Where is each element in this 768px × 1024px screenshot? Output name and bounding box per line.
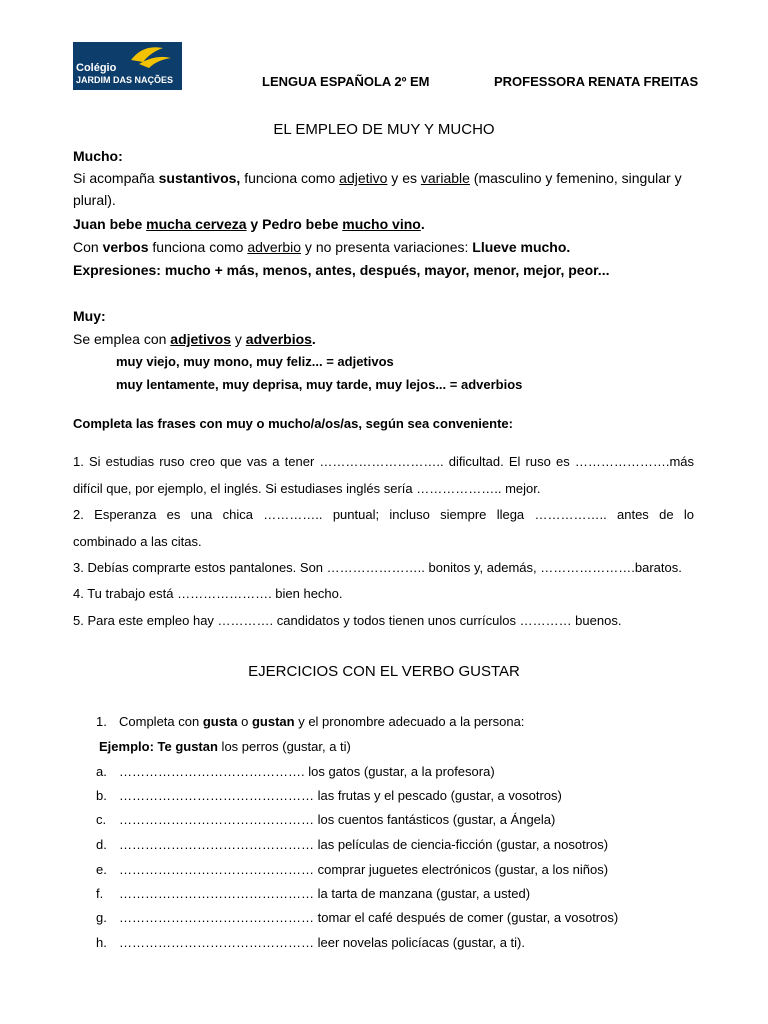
- item-text-f: ……………………………………… la tarta de manzana (gustar, a usted): [119, 886, 531, 901]
- item-letter-h: h.: [96, 935, 107, 950]
- teacher-label: PROFESSORA RENATA FREITAS: [494, 74, 699, 89]
- item-text-d: ……………………………………… las películas de ciencia-ficción (gustar, a nosotros): [119, 837, 609, 852]
- subject-label: LENGUA ESPAÑOLA 2º EM: [262, 74, 430, 89]
- item-text-c: ……………………………………… los cuentos fantásticos (gustar, a Ángela): [119, 812, 556, 827]
- item-text-b: ……………………………………… las frutas y el pescado (gustar, a vosotros): [119, 788, 562, 803]
- sentence-1a: 1. Si estudias ruso creo que vas a tener ……………………….. dificultad. El ruso es ………………….más: [73, 454, 694, 469]
- item-text-h: ……………………………………… leer novelas policíacas (gustar, a ti).: [119, 935, 525, 950]
- item-letter-a: a.: [96, 764, 107, 779]
- item-letter-f: f.: [96, 886, 104, 901]
- gustar-number: 1.: [96, 714, 107, 729]
- mucho-expressions: Expresiones: mucho + más, menos, antes, después, mayor, menor, mejor, peor...: [73, 262, 610, 278]
- sentence-4: 4. Tu trabajo está …………………. bien hecho.: [73, 586, 343, 601]
- sentence-1b: difícil que, por ejemplo, el inglés. Si estudiases inglés sería ……………….. mejor.: [73, 481, 541, 496]
- item-letter-c: c.: [96, 812, 107, 827]
- title-muy-mucho: EL EMPLEO DE MUY Y MUCHO: [273, 121, 495, 138]
- logo-line2: JARDIM DAS NAÇÕES: [76, 75, 174, 85]
- muy-adverbios-example: muy lentamente, muy deprisa, muy tarde, muy lejos... = adverbios: [116, 377, 523, 392]
- mucho-heading: Mucho:: [73, 148, 123, 164]
- item-letter-g: g.: [96, 910, 107, 925]
- item-letter-e: e.: [96, 862, 107, 877]
- sentence-5: 5. Para este empleo hay …………. candidatos y todos tienen unos currículos ………… buenos.: [73, 613, 622, 628]
- item-text-a: ……………………………………. los gatos (gustar, a la profesora): [119, 764, 495, 779]
- gustar-example: Ejemplo: Te gustan los perros (gustar, a ti): [99, 739, 351, 754]
- item-text-g: ……………………………………… tomar el café después de comer (gustar, a vosotros): [119, 910, 619, 925]
- mucho-line2: plural).: [73, 192, 116, 208]
- item-letter-b: b.: [96, 788, 107, 803]
- mucho-line1: Si acompaña sustantivos, funciona como adjetivo y es variable (masculino y femenino, singular y: [73, 170, 682, 186]
- school-logo: [73, 42, 182, 90]
- exercise-instruction: Completa las frases con muy o mucho/a/os/as, según sea conveniente:: [73, 416, 513, 431]
- sentence-2a: 2. Esperanza es una chica ………….. puntual; incluso siempre llega …………….. antes de lo: [73, 507, 694, 522]
- item-text-e: ……………………………………… comprar juguetes electrónicos (gustar, a los niños): [119, 862, 609, 877]
- gustar-instruction: Completa con gusta o gustan y el pronombre adecuado a la persona:: [119, 714, 525, 729]
- sentence-3: 3. Debías comprarte estos pantalones. Son ………………….. bonitos y, además, ………………….baratos.: [73, 560, 682, 575]
- muy-adjetivos-example: muy viejo, muy mono, muy feliz... = adjetivos: [116, 354, 394, 369]
- mucho-example: Juan bebe mucha cerveza y Pedro bebe mucho vino.: [73, 216, 425, 232]
- logo-line1: Colégio: [76, 62, 117, 74]
- title-gustar: EJERCICIOS CON EL VERBO GUSTAR: [248, 663, 520, 680]
- item-letter-d: d.: [96, 837, 107, 852]
- muy-heading: Muy:: [73, 308, 106, 324]
- muy-line1: Se emplea con adjetivos y adverbios.: [73, 331, 316, 347]
- mucho-line4: Con verbos funciona como adverbio y no presenta variaciones: Llueve mucho.: [73, 239, 571, 255]
- sentence-2b: combinado a las citas.: [73, 534, 202, 549]
